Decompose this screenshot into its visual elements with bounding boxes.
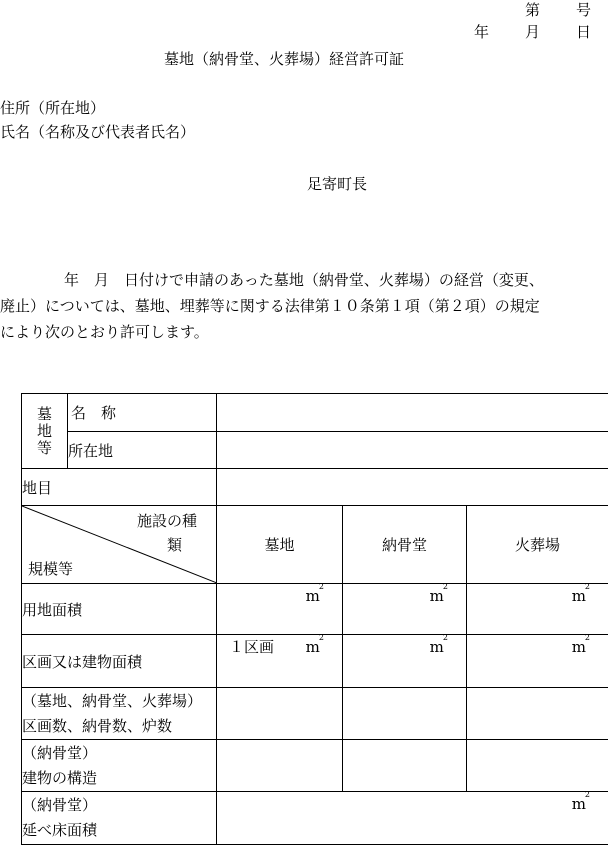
body-line-3: により次のとおり許可します。 xyxy=(0,319,600,345)
body-line-1: 年 月 日付けで申請のあった墓地（納骨堂、火葬場）の経営（変更、 xyxy=(0,267,608,293)
date-day: 日 xyxy=(576,25,591,40)
diagonal-top-line1: 施設の種 xyxy=(137,514,197,529)
unit-sqm: $m^2$ xyxy=(572,640,590,655)
unit-sqm: $m^2$ xyxy=(306,640,324,655)
facility-location-cell[interactable] xyxy=(217,432,608,469)
floor-area-cell[interactable] xyxy=(217,792,608,845)
date-year: 年 xyxy=(474,25,489,40)
structure-crematorium[interactable] xyxy=(467,740,608,792)
column-header-crematorium: 火葬場 xyxy=(467,506,608,584)
column-header-ossuary: 納骨堂 xyxy=(343,506,467,584)
unit-sqm: $m^2$ xyxy=(430,640,448,655)
facility-location-label: 所在地 xyxy=(68,432,217,469)
count-cemetery[interactable] xyxy=(217,688,343,740)
plot-area-ossuary[interactable] xyxy=(343,635,467,688)
unit-sqm: $m^2$ xyxy=(572,797,590,812)
plot-area-label: 区画又は建物面積 xyxy=(22,635,217,688)
structure-ossuary[interactable] xyxy=(343,740,467,792)
date-month: 月 xyxy=(525,25,540,40)
land-category-label: 地目 xyxy=(22,469,217,506)
unit-sqm: $m^2$ xyxy=(306,589,324,604)
column-header-cemetery: 墓地 xyxy=(217,506,343,584)
address-label: 住所（所在地） xyxy=(0,101,105,116)
diagonal-bottom: 規模等 xyxy=(28,562,73,577)
body-line-2: 廃止）については、墓地、埋葬等に関する法律第１０条第１項（第２項）の規定 xyxy=(0,293,600,319)
count-crematorium[interactable] xyxy=(467,688,608,740)
site-area-ossuary[interactable] xyxy=(343,584,467,635)
facility-name-cell[interactable] xyxy=(217,394,608,432)
name-label: 氏名（名称及び代表者氏名） xyxy=(0,125,195,140)
site-area-cemetery[interactable] xyxy=(217,584,343,635)
plot-area-crematorium[interactable] xyxy=(467,635,608,688)
facility-group-label: 墓 地 等 xyxy=(22,394,68,469)
unit-sqm: $m^2$ xyxy=(430,589,448,604)
floor-area-label: （納骨堂） 延べ床面積 xyxy=(22,792,217,845)
document-title: 墓地（納骨堂、火葬場）経営許可証 xyxy=(164,52,404,67)
structure-label: （納骨堂） 建物の構造 xyxy=(22,740,217,792)
diagonal-top-line2: 類 xyxy=(167,538,182,553)
facility-name-label: 名 称 xyxy=(68,394,217,432)
number-go: 号 xyxy=(576,3,591,18)
structure-cemetery[interactable] xyxy=(217,740,343,792)
site-area-label: 用地面積 xyxy=(22,584,217,635)
unit-sqm: $m^2$ xyxy=(572,589,590,604)
count-label: （墓地、納骨堂、火葬場） 区画数、納骨数、炉数 xyxy=(22,688,217,740)
diagonal-header-cell xyxy=(22,506,217,584)
permit-table xyxy=(21,393,608,845)
land-category-cell[interactable] xyxy=(217,469,608,506)
count-ossuary[interactable] xyxy=(343,688,467,740)
site-area-crematorium[interactable] xyxy=(467,584,608,635)
plot-area-cemetery[interactable] xyxy=(217,635,343,688)
plot-prefix: １区画 xyxy=(229,640,274,655)
issuer-name: 足寄町長 xyxy=(307,177,367,192)
number-dai: 第 xyxy=(525,3,540,18)
